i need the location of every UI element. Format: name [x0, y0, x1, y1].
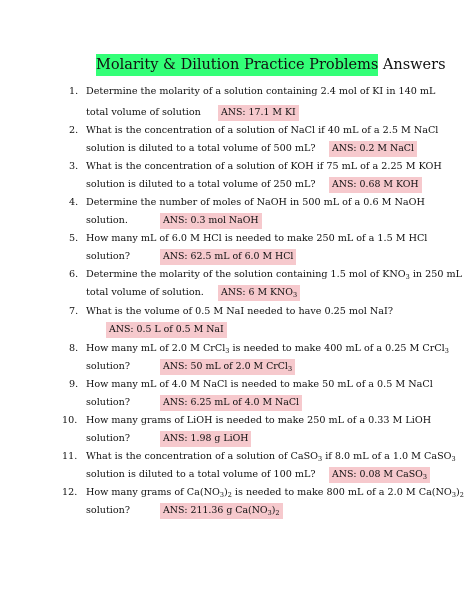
page-title: Molarity & Dilution Practice Problems Answers: [96, 54, 378, 76]
answer-box: ANS: 0.5 L of 0.5 M NaI: [106, 322, 227, 338]
problem-number: 10.: [62, 415, 78, 426]
answer-box: ANS: 62.5 mL of 6.0 M HCl: [160, 249, 296, 265]
problem-text-line1: What is the concentration of a solution of NaCl if 40 mL of a 2.5 M NaCl: [86, 125, 439, 136]
problem-text-line2: solution?: [86, 361, 130, 372]
answer-box: ANS: 6.25 mL of 4.0 M NaCl: [160, 395, 302, 411]
problem-number: 11.: [62, 451, 78, 462]
problem-number: 3.: [69, 161, 79, 172]
problem-text-line2: solution?: [86, 251, 130, 262]
problem-text-line2: solution?: [86, 505, 130, 516]
problem-text-line1: Determine the molarity of the solution containing 1.5 mol of $KNO_3$ in 250 mL: [86, 269, 462, 281]
answer-box: ANS: 1.98 g LiOH: [160, 431, 251, 447]
problem-text-line2: solution?: [86, 397, 130, 408]
problem-text-line2: solution.: [86, 215, 128, 226]
answer-box: ANS: 0.3 mol NaOH: [160, 213, 262, 229]
problem-text-line1: How many mL of 2.0 M CrCl$_3$ is needed to make 400 mL of a 0.25 M CrCl$_3$: [86, 343, 449, 355]
problem-text-line2: solution is diluted to a total volume of 250 mL?: [86, 179, 316, 190]
answer-box: ANS: 0.08 M CaSO$_3$: [329, 467, 430, 483]
answer-box: ANS: 17.1 M KI: [218, 105, 299, 121]
problem-text-line2: solution?: [86, 433, 130, 444]
problem-text-line1: What is the concentration of a solution of KOH if 75 mL of a 2.25 M KOH: [86, 161, 442, 172]
problem-number: 9.: [69, 379, 79, 390]
problem-text-line2: total volume of solution.: [86, 287, 204, 298]
problem-text-line1: Determine the molarity of a solution containing 2.4 mol of KI in 140 mL: [86, 86, 436, 97]
problem-text-line2: solution is diluted to a total volume of 100 mL?: [86, 469, 316, 480]
problem-text-line2: total volume of solution: [86, 107, 201, 118]
problem-text-line1: How many mL of 6.0 M HCl is needed to make 250 mL of a 1.5 M HCl: [86, 233, 428, 244]
problem-number: 4.: [69, 197, 79, 208]
problem-text-line1: How many grams of $Ca(NO_3)_2$ is needed to make 800 mL of a 2.0 M $Ca(NO_3)_2$: [86, 487, 464, 499]
problem-text-line2: solution is diluted to a total volume of 500 mL?: [86, 143, 316, 154]
problem-text-line1: How many grams of LiOH is needed to make 250 mL of a 0.33 M LiOH: [86, 415, 432, 426]
problem-number: 6.: [69, 269, 79, 280]
problem-number: 12.: [62, 487, 78, 498]
problem-number: 5.: [69, 233, 79, 244]
problem-number: 7.: [69, 306, 79, 317]
answer-box: ANS: 0.68 M KOH: [329, 177, 422, 193]
problem-text-line1: What is the concentration of a solution of CaSO$_3$ if 8.0 mL of a 1.0 M CaSO$_3$: [86, 451, 456, 463]
answer-box: ANS: 211.36 g $Ca(NO_3)_2$: [160, 503, 283, 519]
answer-box: ANS: 0.2 M NaCl: [329, 141, 417, 157]
problem-number: 1.: [69, 86, 79, 97]
problem-text-line1: Determine the number of moles of NaOH in 500 mL of a 0.6 M NaOH: [86, 197, 425, 208]
problem-number: 2.: [69, 125, 79, 136]
problem-text-line1: What is the volume of 0.5 M NaI needed to have 0.25 mol NaI?: [86, 306, 393, 317]
answer-box: ANS: 50 mL of 2.0 M CrCl$_3$: [160, 359, 295, 375]
problem-text-line1: How many mL of 4.0 M NaCl is needed to make 50 mL of a 0.5 M NaCl: [86, 379, 433, 390]
answer-box: ANS: 6 M $KNO_3$: [218, 285, 300, 301]
problem-number: 8.: [69, 343, 79, 354]
